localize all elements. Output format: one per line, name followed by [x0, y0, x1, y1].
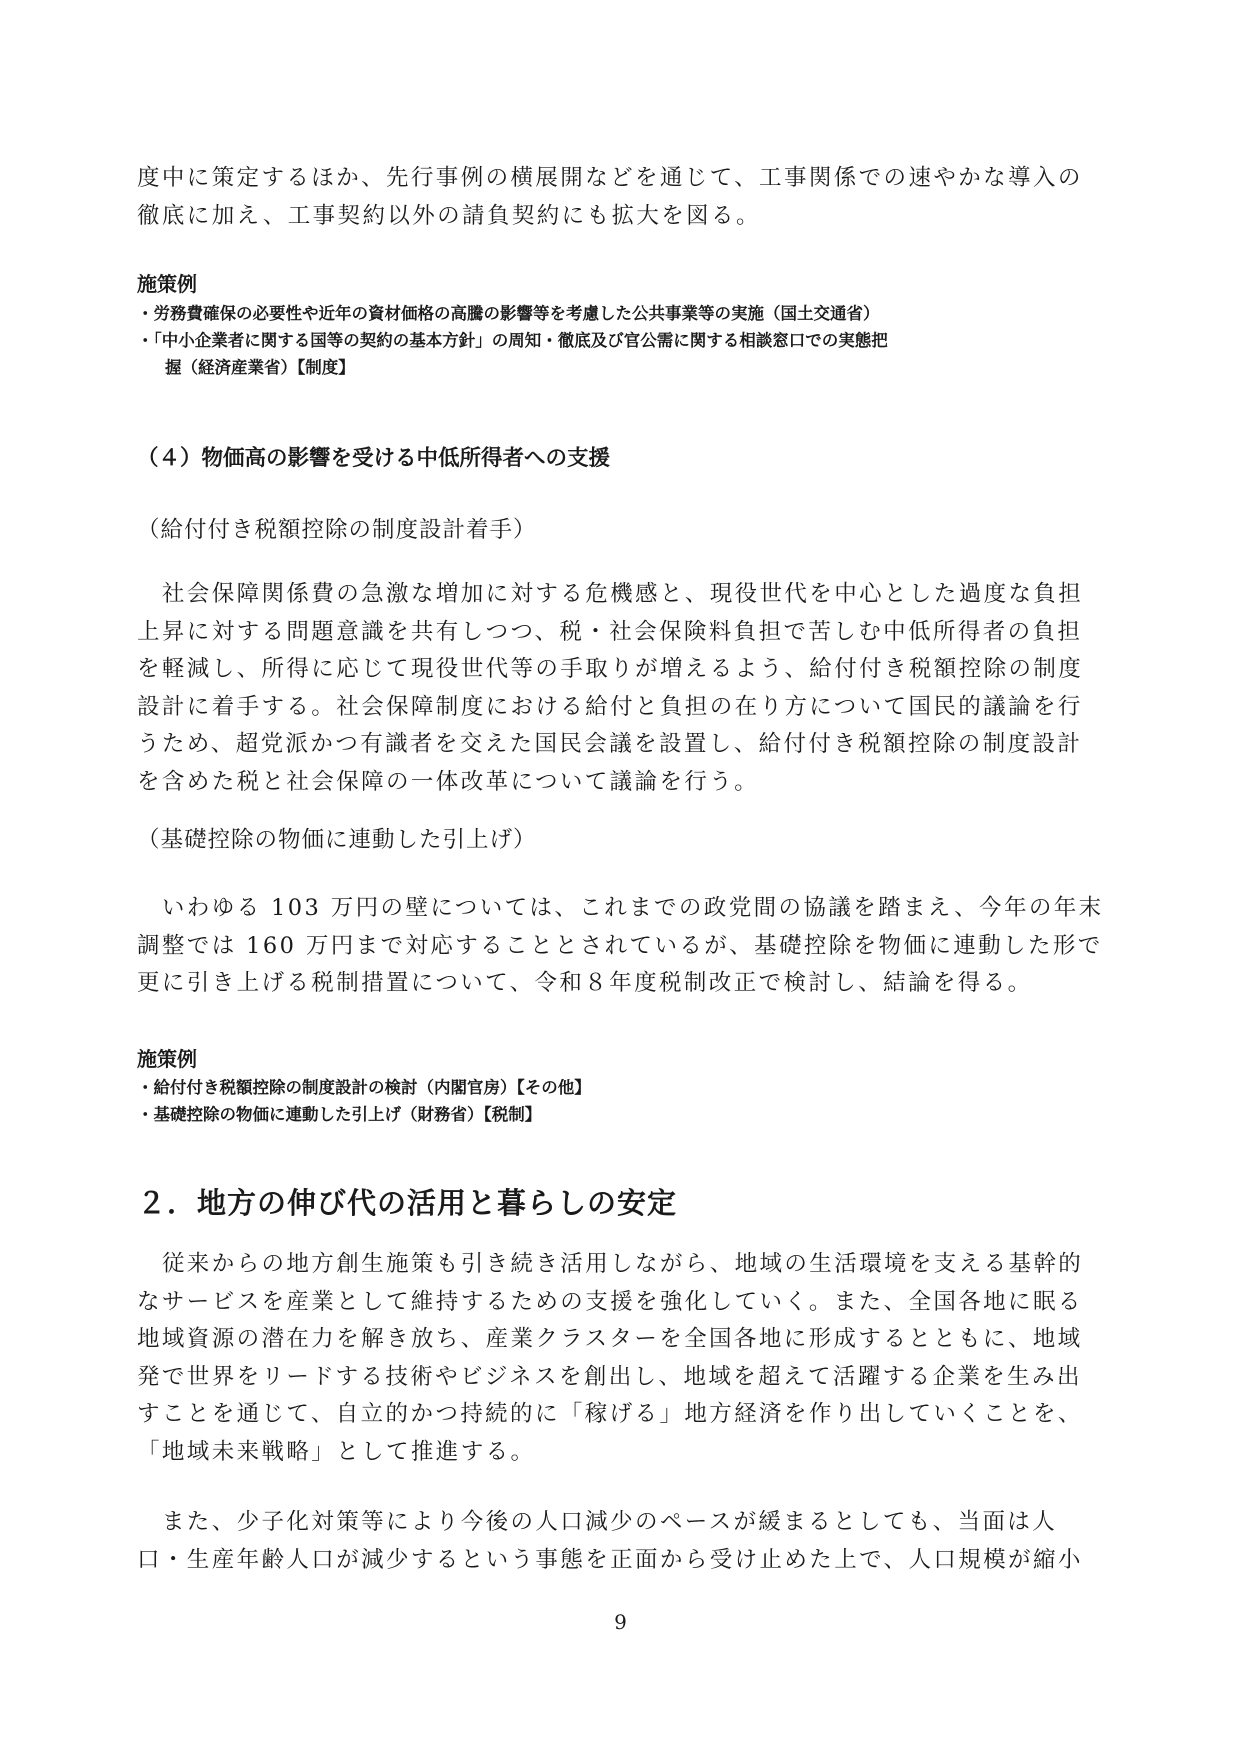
examples-list	[137, 1074, 1117, 1128]
list-item: ・基礎控除の物価に連動した引上げ（財務省）【税制】	[137, 1105, 542, 1124]
text-line: すことを通じて、自立的かつ持続的に「稼げる」地方経済を作り出していくことを、	[137, 1401, 1083, 1427]
list-item: 握（経済産業省）【制度】	[165, 358, 355, 377]
text-line: また、少子化対策等により今後の人口減少のペースが緩まるとしても、当面は人	[137, 1509, 1058, 1535]
examples-list	[137, 300, 1117, 381]
section-paragraph	[137, 1504, 1107, 1579]
examples-heading: 施策例	[137, 1047, 197, 1071]
text-line: 設計に着手する。社会保障制度における給付と負担の在り方について国民的議論を行	[137, 693, 1083, 720]
list-item: ・「中小企業者に関する国等の契約の基本方針」の周知・徹底及び官公需に関する相談窓口での実態把	[137, 331, 888, 350]
topic-heading: （給付付き税額控除の制度設計着手）	[137, 517, 537, 543]
text-line: 度中に策定するほか、先行事例の横展開などを通じて、工事関係での速やかな導入の	[137, 165, 1083, 191]
section-heading: ２．地方の伸び代の活用と暮らしの安定	[137, 1186, 678, 1220]
text-line: を含めた税と社会保障の一体改革について議論を行う。	[137, 768, 760, 795]
subsection-heading: （４）物価高の影響を受ける中低所得者への支援	[137, 446, 611, 471]
text-line: 更に引き上げる税制措置について、令和８年度税制改正で検討し、結論を得る。	[137, 970, 1033, 996]
topic-paragraph	[137, 576, 1107, 801]
text-line: 徹底に加え、工事契約以外の請負契約にも拡大を図る。	[137, 202, 761, 229]
examples-heading: 施策例	[137, 272, 197, 296]
intro-paragraph	[137, 160, 1107, 235]
text-line: 発で世界をリードする技術やビジネスを創出し、地域を超えて活躍する企業を生み出	[137, 1363, 1082, 1390]
text-line: 「地域未来戦略」として推進する。	[137, 1438, 536, 1465]
list-item: ・給付付き税額控除の制度設計の検討（内閣官房）【その他】	[137, 1078, 591, 1097]
text-line: いわゆる 103 万円の壁については、これまでの政党間の協議を踏まえ、今年の年末	[137, 895, 1104, 921]
text-line: なサービスを産業として維持するための支援を強化していく。また、全国各地に眠る	[137, 1288, 1083, 1315]
topic-paragraph	[137, 890, 1107, 1003]
section-paragraph	[137, 1246, 1107, 1471]
text-line: 調整では 160 万円まで対応することとされているが、基礎控除を物価に連動した形で	[137, 932, 1103, 959]
text-line: 従来からの地方創生施策も引き続き活用しながら、地域の生活環境を支える基幹的	[137, 1251, 1084, 1277]
text-line: 上昇に対する問題意識を共有しつつ、税・社会保険料負担で苦しむ中低所得者の負担	[137, 618, 1083, 645]
text-line: うため、超党派かつ有識者を交えた国民会議を設置し、給付付き税額控除の制度設計	[137, 731, 1083, 757]
page-number: 9	[614, 1610, 627, 1634]
text-line: 地域資源の潜在力を解き放ち、産業クラスターを全国各地に形成するとともに、地域	[137, 1326, 1083, 1352]
topic-heading: （基礎控除の物価に連動した引上げ）	[137, 827, 537, 853]
text-line: 口・生産年齢人口が減少するという事態を正面から受け止めた上で、人口規模が縮小	[137, 1546, 1083, 1573]
text-line: 社会保障関係費の急激な増加に対する危機感と、現役世代を中心とした過度な負担	[137, 581, 1084, 607]
list-item: ・労務費確保の必要性や近年の資材価格の高騰の影響等を考慮した公共事業等の実施（国土交通省）	[137, 304, 880, 323]
text-line: を軽減し、所得に応じて現役世代等の手取りが増えるよう、給付付き税額控除の制度	[137, 656, 1084, 682]
